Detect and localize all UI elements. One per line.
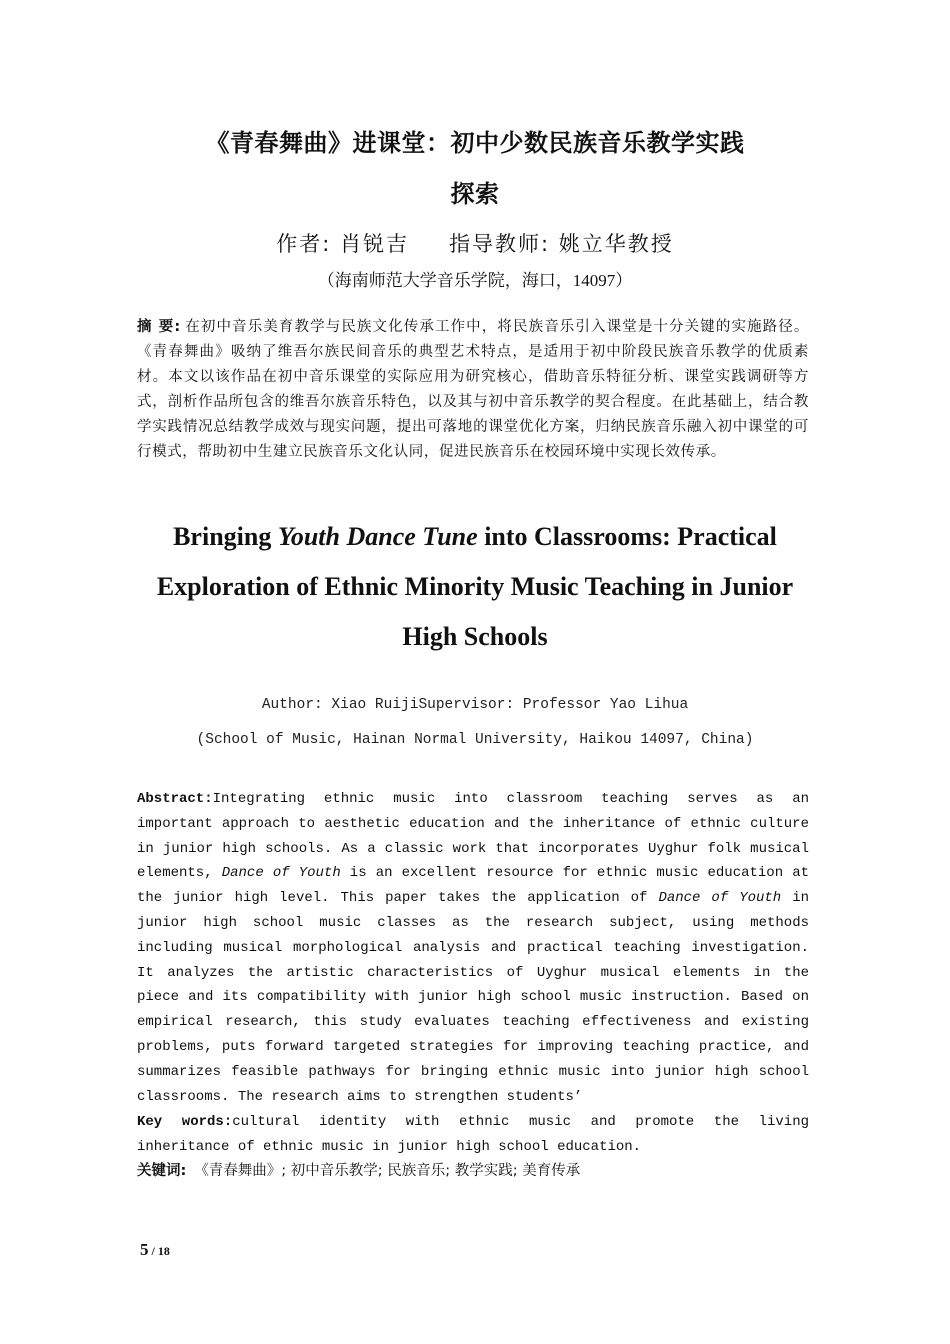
english-keywords (137, 1110, 809, 1160)
page-current: 5 (140, 1240, 149, 1259)
english-abstract-part1: Integrating ethnic music into classroom teaching serves as an important approach to aesthetic education and the inheritance of ethnic culture in junior high schools. As a classic work that incorporates Uyghur folk musical elements, (137, 791, 809, 882)
english-abstract-part3: in junior high school music classes as the research subject, using methods including musical morphological analysis and practical teaching investigation. It analyzes the artistic characteristics of Uyghur musical elements in the piece and its compatibility with junior high school music instruction. Based on empirical research, this study evaluates teaching effectiveness and existing problems, puts forward targeted strategies for improving teaching practice, and summarizes feasible pathways for bringing ethnic music into junior high school classrooms. The research aims to strengthen students’ (137, 890, 809, 1105)
english-title-line3: High Schools (402, 622, 548, 651)
english-title-line2: Exploration of Ethnic Minority Music Teaching in Junior (156, 572, 794, 601)
chinese-keywords (137, 1159, 809, 1183)
english-abstract-label: Abstract: (137, 791, 213, 807)
english-abstract-italic2: Dance of Youth (658, 890, 782, 907)
chinese-keywords-label: 关键词: (137, 1163, 187, 1179)
chinese-abstract-label: 摘 要: (137, 319, 181, 335)
chinese-affiliation: （海南师范大学音乐学院，海口，14097） (317, 271, 633, 290)
english-authors: Author: Xiao RuijiSupervisor: Professor Yao Lihua (261, 697, 689, 713)
chinese-title-line2: 探索 (450, 180, 500, 208)
english-abstract (137, 787, 809, 1109)
english-title-pre: Bringing (173, 522, 278, 551)
chinese-abstract-text: 在初中音乐美育教学与民族文化传承工作中，将民族音乐引入课堂是十分关键的实施路径。《青春舞曲》吸纳了维吾尔族民间音乐的典型艺术特点，是适用于初中阶段民族音乐教学的优质素材。本文以该作品在初中音乐课堂的实际应用为研究核心，借助音乐特征分析、课堂实践调研等方式，剖析作品所包含的维吾尔族音乐特色，以及其与初中音乐教学的契合程度。在此基础上，结合教学实践情况总结教学成效与现实问题，提出可落地的课堂优化方案，归纳民族音乐融入初中课堂的可行模式，帮助初中生建立民族音乐文化认同，促进民族音乐在校园环境中实现长效传承。 (137, 319, 809, 460)
chinese-author: 作者: 肖锐吉 (276, 232, 409, 256)
english-abstract-italic1: Dance of Youth (221, 865, 341, 882)
english-keywords-label: Key words: (137, 1114, 233, 1130)
english-keywords-text: cultural identity with ethnic music and promote the living inheritance of ethnic music in junior high school education. (137, 1114, 809, 1155)
chinese-title-line1: 《青春舞曲》进课堂：初中少数民族音乐教学实践 (205, 129, 745, 157)
page-number (140, 1240, 170, 1260)
english-affiliation: (School of Music, Hainan Normal University, Haikou 14097, China) (196, 732, 754, 748)
english-title-post: into Classrooms: Practical (477, 522, 777, 551)
english-abstract-part2: is an excellent resource for ethnic music education at the junior high level. This paper takes the application of (137, 865, 810, 907)
chinese-supervisor: 指导教师: 姚立华教授 (449, 232, 674, 256)
english-title-line1 (120, 522, 830, 552)
page-total: / 18 (148, 1244, 170, 1258)
english-title-italic: Youth Dance Tune (277, 522, 478, 551)
chinese-authors (120, 228, 830, 258)
chinese-keywords-text: 《青春舞曲》; 初中音乐教学; 民族音乐; 教学实践; 美育传承 (194, 1163, 581, 1179)
chinese-abstract (137, 315, 809, 465)
